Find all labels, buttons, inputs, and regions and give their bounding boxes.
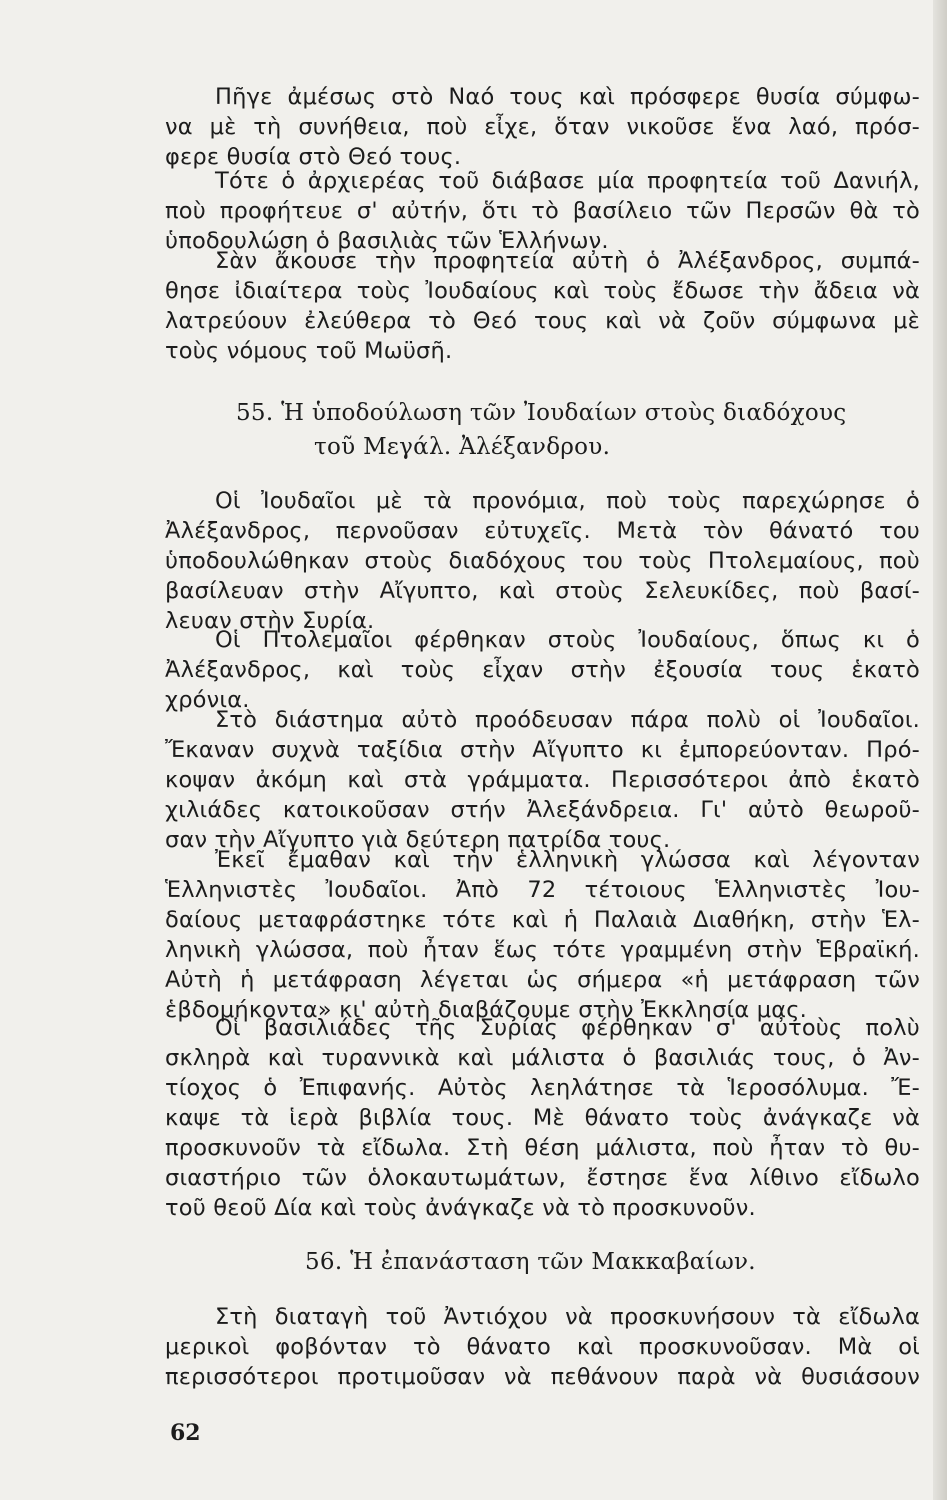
- body-text-line: Αὐτὴ ἡ μετάφραση λέγεται ὡς σήμερα «ἡ μετάφραση τῶν: [165, 967, 920, 993]
- body-text-line: φερε θυσία στὸ Θεό τους.: [165, 144, 462, 170]
- body-text-line: Οἱ βασιλιάδες τῆς Συρίας φέρθηκαν σ' αὐτοὺς πολὺ: [215, 1015, 920, 1041]
- body-text-line: κοψαν ἀκόμη καὶ στὰ γράμματα. Περισσότεροι ἀπὸ ἑκατὸ: [165, 767, 920, 793]
- body-text-line: Ἐκεῖ ἔμαθαν καὶ τὴν ἑλληνικὴ γλώσσα καὶ λέγονταν: [215, 847, 920, 873]
- body-text-line: Τότε ὁ ἀρχιερέας τοῦ διάβασε μία προφητεία τοῦ Δανιήλ,: [215, 168, 920, 194]
- body-text-line: χρόνια.: [165, 687, 250, 713]
- body-text-line: θησε ἰδιαίτερα τοὺς Ἰουδαίους καὶ τοὺς ἔδωσε τὴν ἄδεια νὰ: [165, 278, 920, 304]
- body-text-line: τοῦ θεοῦ Δία καὶ τοὺς ἀνάγκαζε νὰ τὸ προσκυνοῦν.: [165, 1195, 756, 1221]
- body-text-line: Στὴ διαταγὴ τοῦ Ἀντιόχου νὰ προσκυνήσουν τὰ εἴδωλα: [215, 1304, 920, 1330]
- body-text-line: σκληρὰ καὶ τυραννικὰ καὶ μάλιστα ὁ βασιλιάς τους, ὁ Ἀν-: [165, 1045, 920, 1071]
- page-number: 62: [170, 1420, 201, 1446]
- section-heading-line: τοῦ Μεγάλ. Ἀλέξανδρου.: [314, 434, 611, 460]
- body-text-line: ληνικὴ γλώσσα, ποὺ ἦταν ἕως τότε γραμμένη στὴν Ἑβραϊκή.: [165, 937, 920, 963]
- body-text-line: τίοχος ὁ Ἐπιφανής. Αὐτὸς λεηλάτησε τὰ Ἱεροσόλυμα. Ἔ-: [165, 1075, 920, 1101]
- body-text-line: ὑποδουλώση ὁ βασιλιὰς τῶν Ἑλλήνων.: [165, 228, 609, 254]
- body-text-line: λατρεύουν ἐλεύθερα τὸ Θεό τους καὶ νὰ ζοῦν σύμφωνα μὲ: [165, 308, 920, 334]
- body-text-line: καψε τὰ ἱερὰ βιβλία τους. Μὲ θάνατο τοὺς ἀνάγκαζε νὰ: [165, 1105, 920, 1131]
- body-text-line: μερικοὶ φοβόνταν τὸ θάνατο καὶ προσκυνοῦσαν. Μὰ οἱ: [165, 1334, 920, 1360]
- body-text-line: Οἱ Ἰουδαῖοι μὲ τὰ προνόμια, ποὺ τοὺς παρεχώρησε ὁ: [215, 488, 920, 514]
- body-text-line: χιλιάδες κατοικοῦσαν στήν Ἀλεξάνδρεια. Γι' αὐτὸ θεωροῦ-: [165, 797, 920, 823]
- body-text-line: τοὺς νόμους τοῦ Μωϋσῆ.: [165, 338, 453, 364]
- body-text-line: σιαστήριο τῶν ὁλοκαυτωμάτων, ἔστησε ἕνα λίθινο εἴδωλο: [165, 1165, 920, 1191]
- body-text-line: σαν τὴν Αἴγυπτο γιὰ δεύτερη πατρίδα τους.: [165, 827, 671, 853]
- body-text-line: λευαν στὴν Συρία.: [165, 608, 375, 634]
- body-text-line: ὑποδουλώθηκαν στοὺς διαδόχους του τοὺς Πτολεμαίους, ποὺ: [165, 548, 920, 574]
- body-text-line: Οἱ Πτολεμαῖοι φέρθηκαν στοὺς Ἰουδαίους, ὅπως κι ὁ: [215, 627, 920, 653]
- body-text-line: δαίους μεταφράστηκε τότε καὶ ἡ Παλαιὰ Διαθήκη, στὴν Ἑλ-: [165, 907, 920, 933]
- body-text-line: βασίλευαν στὴν Αἴγυπτο, καὶ στοὺς Σελευκίδες, ποὺ βασί-: [165, 578, 920, 604]
- body-text-line: Σὰν ἄκουσε τὴν προφητεία αὐτὴ ὁ Ἀλέξανδρος, συμπά-: [215, 248, 920, 274]
- body-text-line: Ἀλέξανδρος, περνοῦσαν εὐτυχεῖς. Μετὰ τὸν θάνατό του: [165, 518, 920, 544]
- body-text-line: Στὸ διάστημα αὐτὸ προόδευσαν πάρα πολὺ οἱ Ἰουδαῖοι.: [215, 707, 920, 733]
- body-text-line: Ἑλληνιστὲς Ἰουδαῖοι. Ἀπὸ 72 τέτοιους Ἑλληνιστὲς Ἰου-: [165, 877, 920, 903]
- section-heading-line: 56. Ἡ ἐπανάσταση τῶν Μακκαβαίων.: [305, 1249, 756, 1275]
- body-text-line: ἑβδομήκοντα» κι' αὐτὴ διαβάζουμε στὴν Ἐκκλησία μας.: [165, 997, 808, 1023]
- body-text-line: Ἔκαναν συχνὰ ταξίδια στὴν Αἴγυπτο κι ἐμπορεύονταν. Πρό-: [165, 737, 920, 763]
- body-text-line: να μὲ τὴ συνήθεια, ποὺ εἶχε, ὅταν νικοῦσε ἕνα λαό, πρόσ-: [165, 114, 920, 140]
- section-heading-line: 55. Ἡ ὑποδούλωση τῶν Ἰουδαίων στοὺς διαδόχους: [236, 400, 847, 426]
- body-text-line: ποὺ προφήτευε σ' αὐτήν, ὅτι τὸ βασίλειο τῶν Περσῶν θὰ τὸ: [165, 198, 920, 224]
- body-text-line: προσκυνοῦν τὰ εἴδωλα. Στὴ θέση μάλιστα, ποὺ ἦταν τὸ θυ-: [165, 1135, 920, 1161]
- body-text-line: Ἀλέξανδρος, καὶ τοὺς εἶχαν στὴν ἐξουσία τους ἑκατὸ: [165, 657, 920, 683]
- body-text-line: Πῆγε ἀμέσως στὸ Ναό τους καὶ πρόσφερε θυσία σύμφω-: [215, 84, 920, 110]
- body-text-line: περισσότεροι προτιμοῦσαν νὰ πεθάνουν παρὰ νὰ θυσιάσουν: [165, 1364, 920, 1390]
- page-edge: [933, 0, 947, 1500]
